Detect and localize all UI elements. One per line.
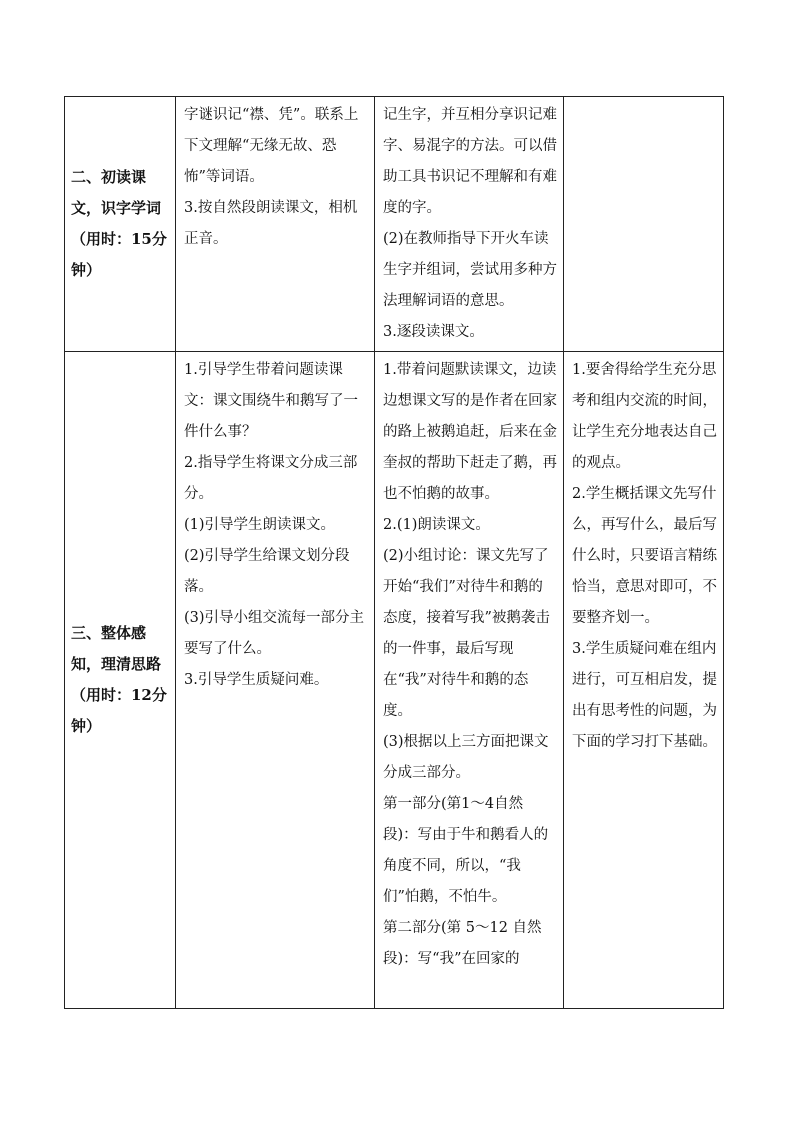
student-activity-line: 3.逐段读课文。 xyxy=(383,324,484,340)
student-activity-line: (3)根据以上三方面把课文分成三部分。 xyxy=(383,734,549,781)
student-activity-cell xyxy=(375,97,564,352)
teaching-note-line: 1.要舍得给学生充分思考和组内交流的时间，让学生充分地表达自己的观点。 xyxy=(572,362,717,471)
student-activity-cell xyxy=(375,352,564,1009)
student-activity-line: (2)小组讨论：课文先写了开始“我们”对待牛和鹅的态度，接着写我”被鹅袭击的一件事，最后写现在“我”对待牛和鹅的态度。 xyxy=(383,548,550,719)
stage-cell xyxy=(65,352,176,1009)
stage-title: 二、初读课文，识字学词（用时：15分钟） xyxy=(71,168,167,279)
lesson-plan-table xyxy=(64,96,724,1009)
teacher-activity-line: 2.指导学生将课文分成三部分。 xyxy=(184,455,358,502)
teaching-note-line: 2.学生概括课文先写什么，再写什么，最后写什么时，只要语言精练恰当，意思对即可，不要整齐划一。 xyxy=(572,486,717,626)
notes-cell xyxy=(564,352,724,1009)
teacher-activity-line: 字谜识记“襟、凭”。联系上下文理解“无缘无故、恐怖”等词语。 xyxy=(184,107,359,185)
stage-title: 三、整体感知，理清思路（用时：12分钟） xyxy=(71,624,167,735)
student-activity-line: 2.(1)朗读课文。 xyxy=(383,517,490,533)
table-row xyxy=(65,352,724,1009)
teacher-activity-line: (2)引导学生给课文划分段落。 xyxy=(184,548,350,595)
student-activity-line: 第一部分(第1～4自然段)：写由于牛和鹅看人的角度不同，所以，“我们”怕鹅，不怕牛。 xyxy=(383,796,549,905)
teacher-activity-cell xyxy=(176,97,375,352)
teacher-activity-line: 3.按自然段朗读课文，相机正音。 xyxy=(184,200,358,247)
teacher-activity-line: (1)引导学生朗读课文。 xyxy=(184,517,336,533)
student-activity-line: 1.带着问题默读课文，边读边想课文写的是作者在回家的路上被鹅追赶，后来在金奎叔的帮助下赶走了鹅，再也不怕鹅的故事。 xyxy=(383,362,557,502)
student-activity-line: 第二部分(第 5～12 自然段)：写“我”在回家的 xyxy=(383,920,542,967)
teacher-activity-cell xyxy=(176,352,375,1009)
teacher-activity-line: 3.引导学生质疑问难。 xyxy=(184,672,329,688)
stage-cell xyxy=(65,97,176,352)
teaching-note-line: 3.学生质疑问难在组内进行，可互相启发，提出有思考性的问题，为下面的学习打下基础。 xyxy=(572,641,717,750)
teacher-activity-line: 1.引导学生带着问题读课文：课文围绕牛和鹅写了一件什么事？ xyxy=(184,362,358,440)
student-activity-line: 记生字，并互相分享识记难字、易混字的方法。可以借助工具书识记不理解和有难 度的字。 xyxy=(383,107,557,216)
student-activity-line: (2)在教师指导下开火车读生字并组词，尝试用多种方法理解词语的意思。 xyxy=(383,231,557,309)
teacher-activity-line: (3)引导小组交流每一部分主要写了什么。 xyxy=(184,610,365,657)
table-row xyxy=(65,97,724,352)
notes-cell xyxy=(564,97,724,352)
